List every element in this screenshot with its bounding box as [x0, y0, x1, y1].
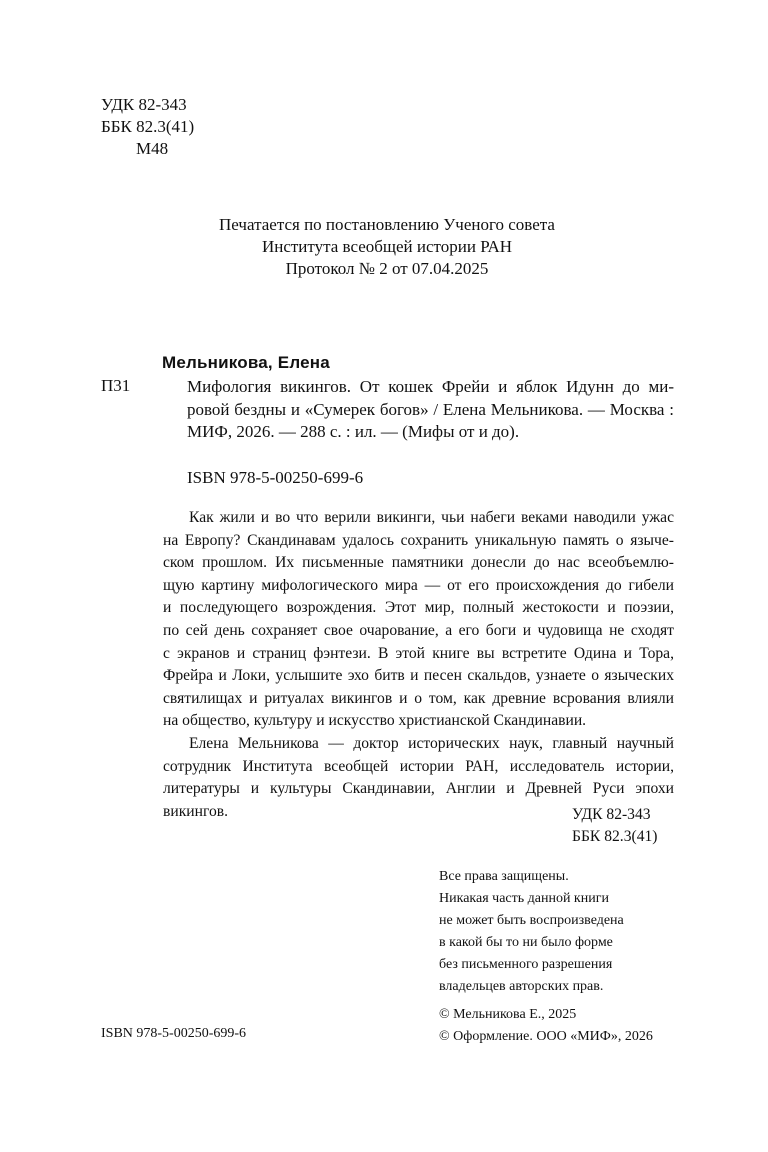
- rights-notice: [439, 866, 624, 998]
- annotation-line: ском прошлом. Их письменные памятники донесли до нас всеобъемлю-: [163, 554, 674, 572]
- rights-line: Никакая часть данной книги: [439, 891, 609, 906]
- bib-line: ровой бездны и «Сумерек богов» / Елена Мельникова. — Москва :: [187, 399, 674, 419]
- bibliographic-description: [187, 376, 674, 444]
- rights-line: Все права защищены.: [439, 869, 569, 884]
- annotation-line: Елена Мельникова — доктор исторических наук, главный научный: [189, 734, 674, 752]
- annotation-line: по сей день сохраняет свое очарование, а его боги и чудовища не сходят: [163, 621, 674, 639]
- annotation-line: литературы и культуры Скандинавии, Англии и Древней Руси эпохи: [163, 780, 674, 798]
- author-heading: Мельникова, Елена: [162, 353, 330, 372]
- rights-line: без письменного разрешения: [439, 957, 613, 972]
- rights-line: в какой бы то ни было форме: [439, 935, 613, 950]
- rights-line: не может быть воспроизведена: [439, 913, 624, 928]
- annotation-line: с экранов и страниц фэнтези. В этой книге вы встретите Одина и Тора,: [163, 644, 674, 662]
- isbn-main: ISBN 978-5-00250-699-6: [187, 468, 364, 487]
- bib-line: Мифология викингов. От кошек Фрейи и яблок Идунн до ми-: [187, 377, 674, 396]
- copyright-line: © Мельникова Е., 2025: [439, 1007, 577, 1022]
- bbk-code: ББК 82.3(41): [101, 117, 195, 136]
- annotation-line: Фрейра и Локи, услышите эхо битв и песен скальдов, узнаете о языческих: [163, 667, 674, 685]
- annotation-line: на общество, культуру и искусство христианской Скандинавии.: [163, 712, 587, 730]
- footer-classification-codes: [572, 804, 657, 848]
- annotation-line: Как жили и во что верили викинги, чьи набеги веками наводили ужас: [189, 509, 674, 526]
- annotation-line: и последующего возрождения. Этот мир, полный жестокости и поэзии,: [163, 599, 674, 617]
- udk-code: УДК 82-343: [101, 95, 187, 114]
- bib-line: МИФ, 2026. — 288 с. : ил. — (Мифы от и до).: [187, 422, 520, 441]
- approval-note: [100, 214, 674, 280]
- copyright-notice: [439, 1004, 653, 1048]
- udk-code: УДК 82-343: [572, 806, 651, 823]
- isbn-footer: ISBN 978-5-00250-699-6: [101, 1026, 247, 1041]
- annotation: [163, 507, 674, 823]
- annotation-line: святилищах и ритуалах викингов и о том, как древние всрования влияли: [163, 689, 674, 707]
- approval-line: Протокол № 2 от 07.04.2025: [285, 259, 489, 278]
- header-classification-codes: [101, 94, 194, 160]
- bbk-code: ББК 82.3(41): [572, 828, 658, 845]
- copyright-line: © Оформление. ООО «МИФ», 2026: [439, 1029, 653, 1044]
- annotation-line: сотрудник Института всеобщей истории РАН, исследователь истории,: [163, 757, 674, 775]
- annotation-line: на Европу? Скандинавам удалось сохранить уникальную память о языче-: [163, 531, 674, 549]
- approval-line: Института всеобщей истории РАН: [261, 237, 513, 256]
- annotation-line: щую картину мифологического мира — от его происхождения до гибели: [163, 576, 674, 594]
- cutter-code: П31: [101, 376, 131, 395]
- approval-line: Печатается по постановлению Ученого совета: [219, 215, 555, 234]
- annotation-line: викингов.: [163, 802, 229, 820]
- author-mark: М48: [136, 139, 169, 158]
- rights-line: владельцев авторских прав.: [439, 979, 604, 994]
